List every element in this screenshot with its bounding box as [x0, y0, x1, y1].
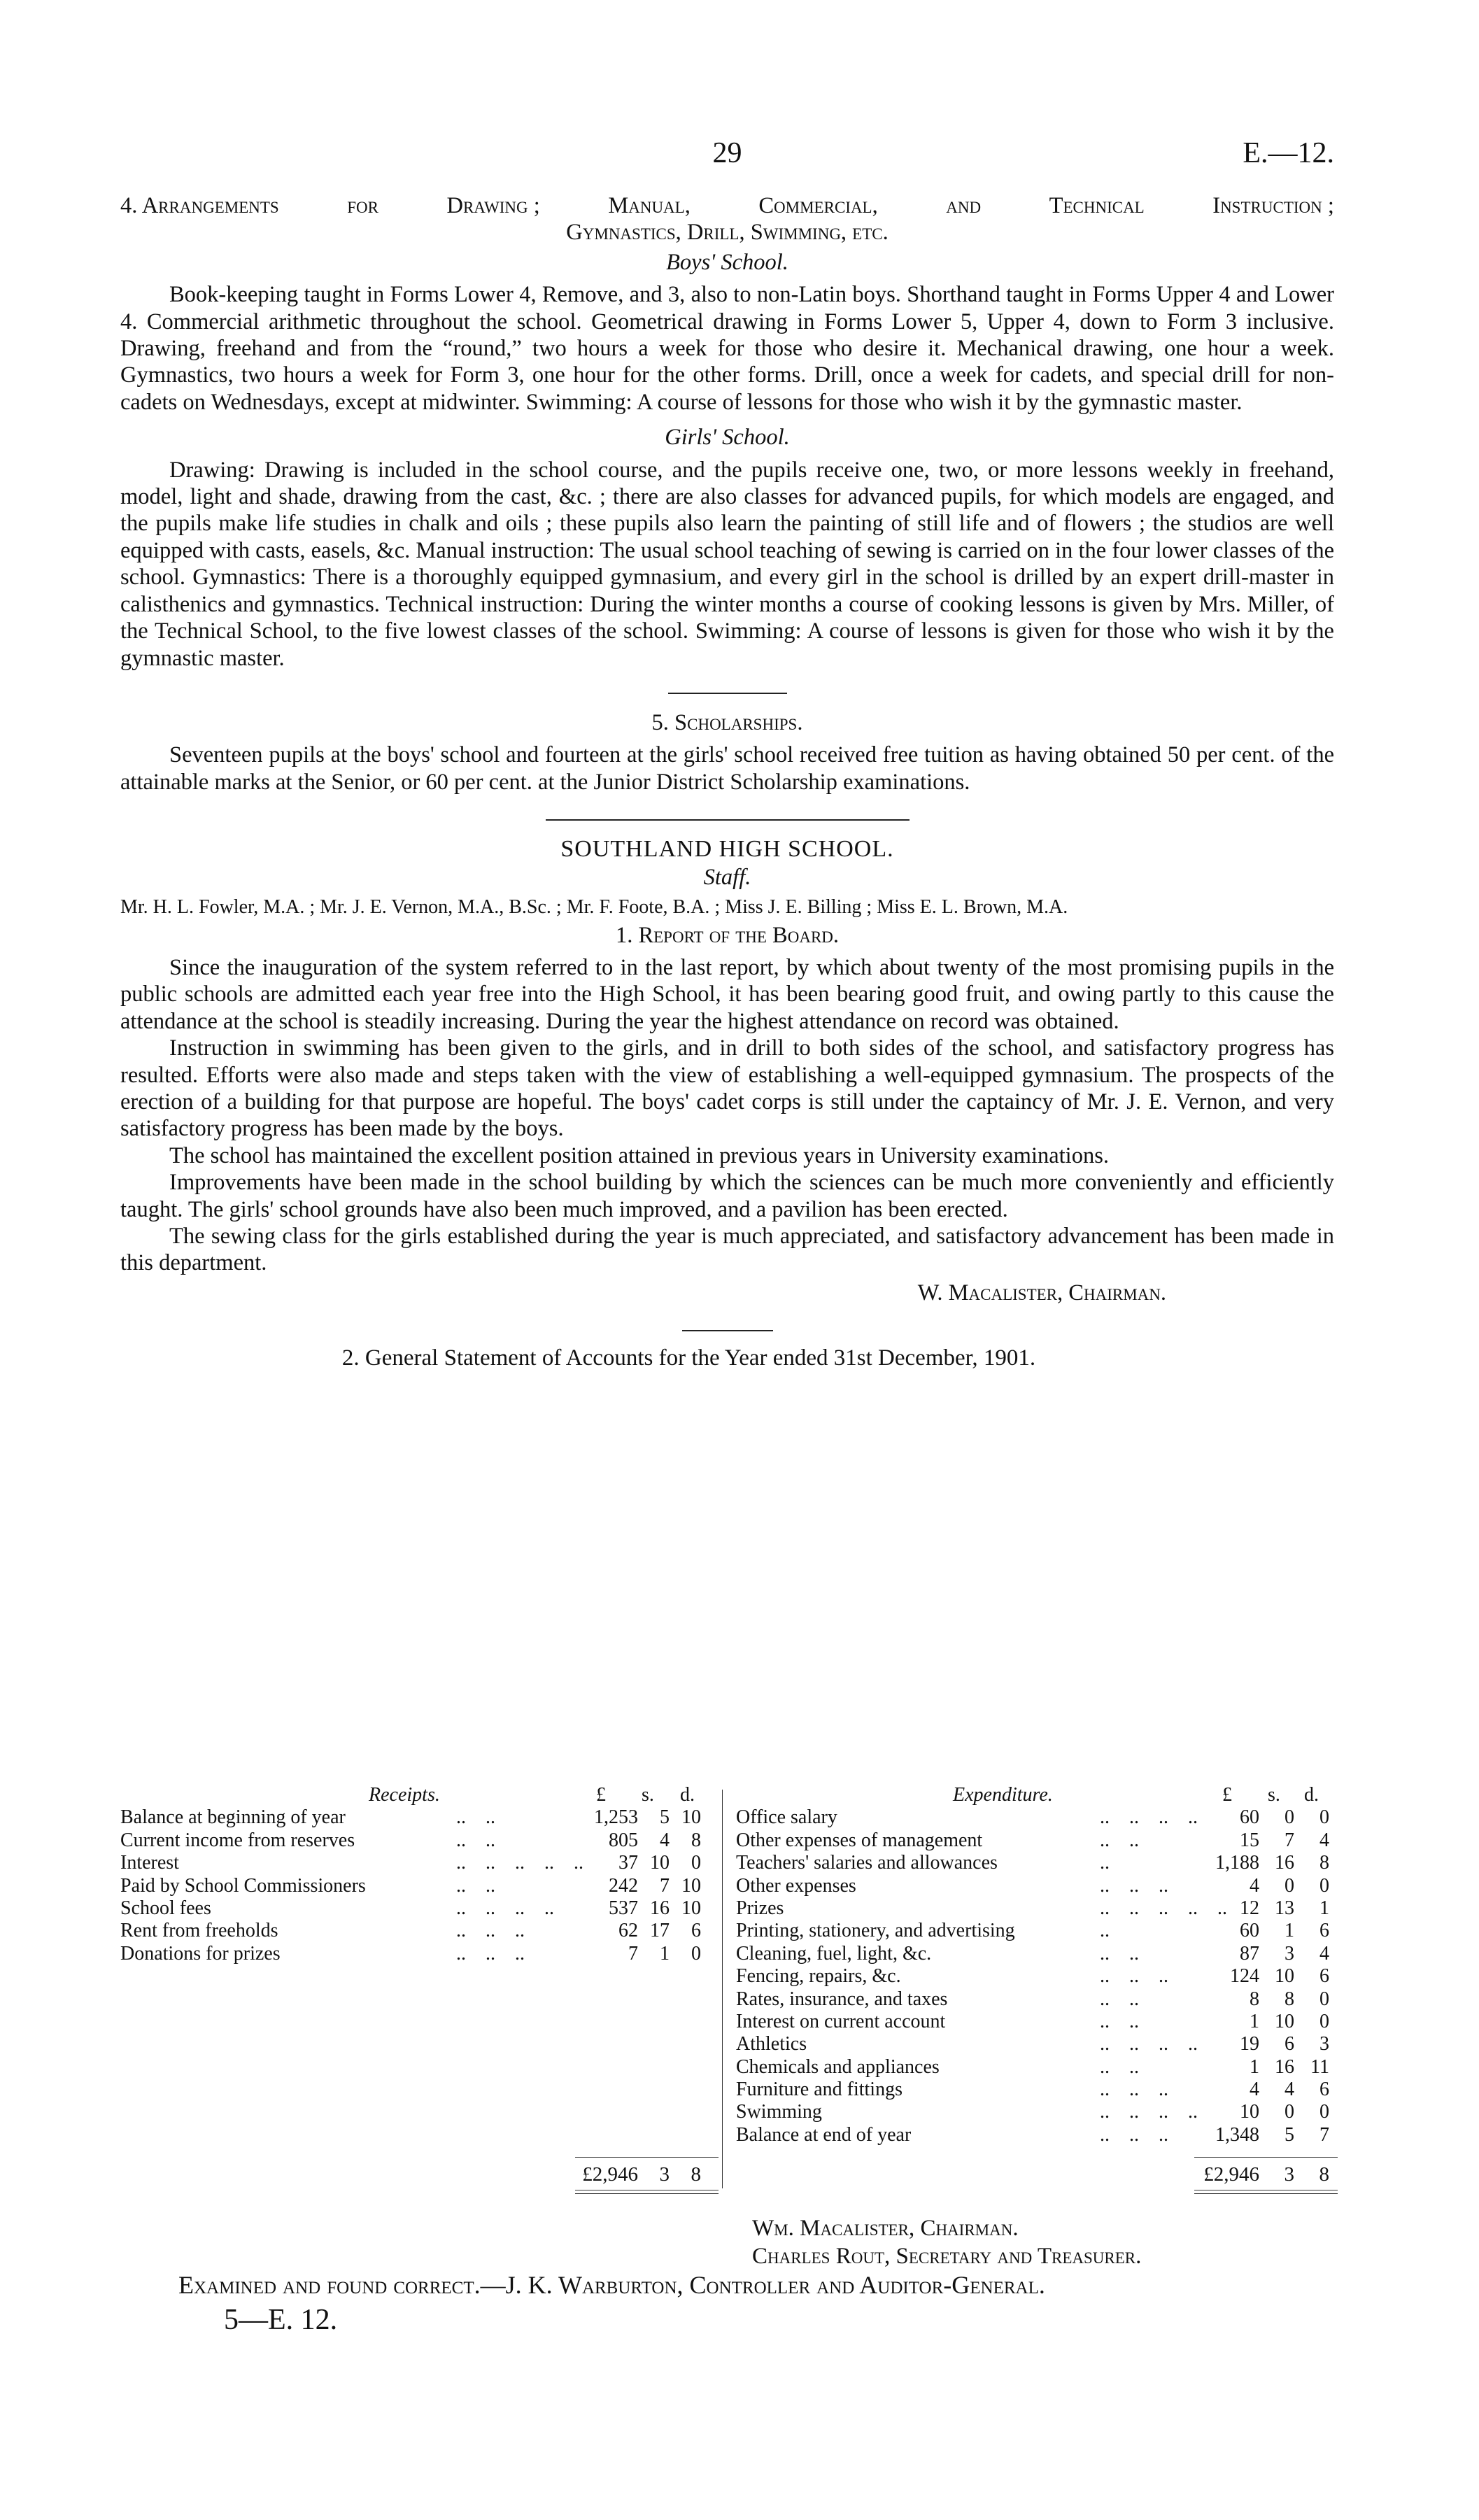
amount-pence: 6 — [691, 1920, 701, 1942]
amount-pounds: 10 — [1240, 2101, 1259, 2123]
pound-header: £ — [596, 1784, 606, 1806]
account-row — [736, 1988, 1334, 2011]
leader-dots: .. .. .. .. — [1100, 2033, 1198, 2055]
amount-pounds: 1,188 — [1215, 1852, 1259, 1874]
expenditure-column — [736, 1784, 1334, 2146]
amount-pounds: 62 — [618, 1920, 638, 1942]
account-amount — [1189, 1943, 1329, 1965]
amount-pence: 8 — [1319, 1852, 1329, 1874]
account-amount — [1189, 1852, 1329, 1874]
amount-pounds: 537 — [609, 1897, 638, 1919]
amount-pence: 0 — [1319, 1988, 1329, 2010]
amount-shillings: 7 — [660, 1874, 670, 1897]
receipts-total-shillings: 3 — [659, 2163, 670, 2186]
account-label: Prizes — [736, 1897, 784, 1919]
leader-dots: .. .. — [1100, 1988, 1139, 2010]
amount-pence: 4 — [1319, 1829, 1329, 1851]
pence-header: d. — [680, 1784, 695, 1806]
account-amount — [568, 1897, 701, 1920]
account-row — [736, 1897, 1334, 1920]
account-row — [736, 1806, 1334, 1829]
account-amount — [1189, 1920, 1329, 1942]
leader-dots: .. .. .. — [1100, 2123, 1168, 2146]
account-label: Donations for prizes — [120, 1942, 281, 1965]
amount-shillings: 0 — [1285, 1874, 1294, 1897]
amount-pounds: 1 — [1250, 2010, 1259, 2032]
amount-pence: 0 — [1319, 2101, 1329, 2123]
account-row — [120, 1806, 715, 1829]
receipts-total-pence: 8 — [691, 2163, 701, 2186]
leader-dots: .. .. .. — [1100, 2079, 1168, 2101]
account-label: Chemicals and appliances — [736, 2055, 940, 2078]
account-amount — [1189, 1875, 1329, 1897]
heading-word: Instruction ; — [1212, 193, 1334, 218]
account-label: Balance at end of year — [736, 2123, 912, 2146]
amount-shillings: 10 — [1275, 1965, 1294, 1988]
account-label: Swimming — [736, 2101, 822, 2123]
auditor-statement: Examined and found correct.—J. K. Warburton, Controller and Auditor-General. — [178, 2271, 1045, 2299]
leader-dots: .. .. — [1100, 1829, 1139, 1851]
expenditure-header: Expenditure. — [953, 1784, 1053, 1806]
account-row — [736, 2124, 1334, 2146]
girls-school-title: Girls' School. — [665, 425, 790, 451]
amount-shillings: 0 — [1285, 1806, 1294, 1829]
account-row — [120, 1852, 715, 1874]
amount-pounds: 124 — [1230, 1965, 1259, 1988]
amount-pence: 6 — [1319, 2079, 1329, 2101]
boys-school-text: Book-keeping taught in Forms Lower 4, Remove, and 3, also to non-Latin boys. Shorthand taught in Forms Upper 4 and Lower 4. Commercial arithmetic throughout the school. Geometrical drawing in Forms Lower 5, Upper 4, down to Form 3 inclusive. Drawing, freehand and from the “round,” two hours a week for those who desire it. Mechanical drawing, one hour a week. Gymnastics, two hours a week for Form 3, one hour for the other forms. Drill, once a week for cadets, and special drill for non-cadets on Wednesdays, except at midwinter. Swimming: A course of lessons for those who wish it by the gymnastic master. — [120, 282, 1334, 415]
amount-pounds: 19 — [1240, 2033, 1259, 2055]
girls-school-text: Drawing: Drawing is included in the school course, and the pupils receive one, two, or more lessons weekly in freehand, model, light and shade, drawing from the cast, &c. ; there are also classes for advanced pupils, for which models are engaged, and the pupils make life studies in chalk and oils ; these pupils also learn the painting of still life and of flowers ; the studios are well equipped with casts, easels, &c. Manual instruction: The usual school teaching of sewing is carried on in the four lower classes of the school. Gymnastics: There is a thoroughly equipped gymnasium, and every girl in the school is drilled by an expert drill-master in calisthenics and gymnastics. Technical instruction: During the winter months a course of cooking lessons is given by Mrs. Miller, of the Technical School, to the five lowest classes of the school. Swimming: A course of lessons is given for those who wish it by the gymnastic master. — [120, 457, 1334, 671]
amount-pounds: 87 — [1240, 1942, 1259, 1965]
expenditure-total — [1189, 2163, 1329, 2186]
report-heading: 1. Report of the Board. — [615, 922, 840, 948]
footer-reference: 5—E. 12. — [224, 2304, 338, 2336]
amount-pounds: 1,253 — [594, 1806, 638, 1829]
account-label: Current income from reserves — [120, 1829, 355, 1851]
column-divider — [722, 1790, 723, 2188]
account-amount — [568, 1829, 701, 1852]
account-amount — [568, 1852, 701, 1874]
document-reference: E.—12. — [1243, 137, 1334, 169]
section-4-heading-line2: Gymnastics, Drill, Swimming, etc. — [566, 220, 889, 246]
amount-shillings: 10 — [1275, 2010, 1294, 2032]
amount-pounds: 12 — [1240, 1897, 1259, 1919]
amount-pounds: 4 — [1250, 2079, 1259, 2101]
leader-dots: .. .. — [456, 1829, 495, 1851]
account-label: Other expenses of management — [736, 1829, 983, 1851]
account-amount — [1189, 2033, 1329, 2055]
account-label: Athletics — [736, 2033, 807, 2055]
amount-shillings: 4 — [1285, 2079, 1294, 2101]
divider — [682, 1330, 773, 1331]
amount-pounds: 805 — [609, 1829, 638, 1851]
heading-word: Drawing ; — [446, 193, 540, 218]
treasurer-signature-secretary: Charles Rout, Secretary and Treasurer. — [752, 2244, 1142, 2269]
account-amount — [568, 1943, 701, 1965]
amount-pounds: 60 — [1240, 1806, 1259, 1829]
pound-header: £ — [1222, 1784, 1232, 1806]
heading-word: for — [347, 193, 378, 218]
report-paragraph: Since the inauguration of the system referred to in the last report, by which about twenty of the most promising pupils in the public schools are admitted each year free into the High School, it has been bearing good fruit, and owing partly to this cause the attendance at the school is steadily increasing. During the year the highest attendance on record was obtained. — [120, 954, 1334, 1034]
accounts-table — [120, 1784, 1334, 2204]
amount-shillings: 13 — [1275, 1897, 1294, 1919]
account-label: Balance at beginning of year — [120, 1806, 346, 1829]
leader-dots: .. .. — [456, 1806, 495, 1829]
amount-shillings: 16 — [1275, 2055, 1294, 2078]
document-page — [120, 136, 1334, 1381]
amount-shillings: 7 — [1285, 1829, 1294, 1851]
receipts-total-double-rule — [575, 2190, 719, 2194]
amount-pounds: 4 — [1250, 1874, 1259, 1897]
amount-pounds: 1 — [1250, 2055, 1259, 2078]
amount-pence: 0 — [691, 1852, 701, 1874]
report-paragraph: Improvements have been made in the school building by which the sciences can be much more conveniently and efficiently taught. The girls' school grounds have also been much improved, and a pavilion has been erected. — [120, 1170, 1334, 1222]
account-label: Fencing, repairs, &c. — [736, 1965, 901, 1988]
expenditure-rows — [736, 1806, 1334, 2146]
account-label: Furniture and fittings — [736, 2079, 903, 2101]
account-amount — [1189, 2056, 1329, 2079]
school-title: SOUTHLAND HIGH SCHOOL. — [560, 836, 894, 863]
account-label: Cleaning, fuel, light, &c. — [736, 1942, 932, 1965]
leader-dots: .. .. — [1100, 2010, 1139, 2032]
heading-word: Technical — [1049, 193, 1145, 218]
account-row — [120, 1875, 715, 1897]
divider — [546, 819, 910, 821]
amount-pence: 0 — [691, 1942, 701, 1965]
account-row — [736, 2033, 1334, 2055]
amount-shillings: 10 — [650, 1852, 670, 1874]
amount-pence: 10 — [681, 1874, 701, 1897]
amount-pence: 1 — [1319, 1897, 1329, 1919]
amount-pounds: 1,348 — [1215, 2123, 1259, 2146]
boys-school-title: Boys' School. — [666, 249, 788, 275]
account-label: School fees — [120, 1897, 211, 1919]
leader-dots: .. .. .. .. — [1100, 2101, 1198, 2123]
leader-dots: .. .. .. .. — [456, 1897, 554, 1919]
amount-pence: 8 — [691, 1829, 701, 1851]
leader-dots: .. — [1100, 1920, 1110, 1942]
amount-pounds: 37 — [618, 1852, 638, 1874]
page-number: 29 — [712, 137, 742, 169]
account-row — [736, 1852, 1334, 1874]
staff-title: Staff. — [703, 865, 751, 891]
account-row — [736, 2056, 1334, 2079]
amount-pence: 0 — [1319, 1874, 1329, 1897]
amount-pounds: 15 — [1240, 1829, 1259, 1851]
staff-list: Mr. H. L. Fowler, M.A. ; Mr. J. E. Vernon, M.A., B.Sc. ; Mr. F. Foote, B.A. ; Miss J. E. Billing ; Miss E. L. Brown, M.A. — [120, 896, 1068, 918]
account-label: Rates, insurance, and taxes — [736, 1988, 948, 2010]
account-label: Other expenses — [736, 1874, 856, 1897]
account-amount — [1189, 1988, 1329, 2011]
divider — [668, 693, 787, 694]
account-row — [736, 2101, 1334, 2123]
amount-pounds: 60 — [1240, 1920, 1259, 1942]
amount-pence: 0 — [1319, 1806, 1329, 1829]
account-amount — [1189, 2124, 1329, 2146]
leader-dots: .. .. — [456, 1874, 495, 1897]
account-amount — [1189, 1897, 1329, 1920]
amount-shillings: 5 — [660, 1806, 670, 1829]
amount-pence: 3 — [1319, 2033, 1329, 2055]
amount-pence: 11 — [1310, 2055, 1329, 2078]
account-amount — [1189, 1965, 1329, 1988]
account-label: Rent from freeholds — [120, 1920, 278, 1942]
leader-dots: .. .. .. — [456, 1942, 525, 1965]
amount-shillings: 16 — [1275, 1852, 1294, 1874]
amount-shillings: 3 — [1285, 1942, 1294, 1965]
account-row — [120, 1943, 715, 1965]
report-paragraph: The sewing class for the girls established during the year is much appreciated, and satisfactory advancement has been made in this department. — [120, 1224, 1334, 1276]
leader-dots: .. — [1100, 1852, 1110, 1874]
account-amount — [568, 1875, 701, 1897]
accounts-title: 2. General Statement of Accounts for the Year ended 31st December, 1901. — [341, 1345, 1036, 1371]
treasurer-signature-chairman: Wm. Macalister, Chairman. — [752, 2216, 1019, 2241]
account-label: Office salary — [736, 1806, 837, 1829]
account-row — [736, 2011, 1334, 2033]
amount-shillings: 1 — [660, 1942, 670, 1965]
amount-pence: 6 — [1319, 1965, 1329, 1988]
expenditure-total-shillings: 3 — [1284, 2163, 1294, 2186]
receipts-header: Receipts. — [369, 1784, 440, 1806]
heading-word: 4. Arrangements — [120, 193, 279, 218]
shilling-header: s. — [642, 1784, 654, 1806]
receipts-total-pounds: £2,946 — [582, 2163, 638, 2186]
account-row — [736, 1943, 1334, 1965]
amount-pence: 10 — [681, 1806, 701, 1829]
receipts-total-rule — [575, 2157, 719, 2158]
amount-pence: 4 — [1319, 1942, 1329, 1965]
amount-shillings: 0 — [1285, 2101, 1294, 2123]
account-amount — [568, 1920, 701, 1942]
account-row — [120, 1897, 715, 1920]
account-label: Teachers' salaries and allowances — [736, 1852, 998, 1874]
heading-word: and — [946, 193, 982, 218]
account-row — [120, 1829, 715, 1852]
chairman-signature: W. Macalister, Chairman. — [917, 1280, 1166, 1305]
account-label: Interest — [120, 1852, 179, 1874]
receipts-column — [120, 1784, 715, 1965]
shilling-header: s. — [1268, 1784, 1280, 1806]
amount-shillings: 6 — [1285, 2033, 1294, 2055]
amount-shillings: 17 — [650, 1920, 670, 1942]
heading-word: Manual, — [608, 193, 691, 218]
amount-pence: 0 — [1319, 2010, 1329, 2032]
account-row — [736, 2079, 1334, 2101]
account-amount — [1189, 2011, 1329, 2033]
account-row — [736, 1920, 1334, 1942]
account-row — [120, 1920, 715, 1942]
account-row — [736, 1965, 1334, 1988]
receipts-total — [568, 2163, 701, 2186]
amount-shillings: 1 — [1285, 1920, 1294, 1942]
amount-shillings: 4 — [660, 1829, 670, 1851]
pence-header: d. — [1304, 1784, 1319, 1806]
expenditure-total-double-rule — [1194, 2190, 1338, 2194]
expenditure-total-pence: 8 — [1319, 2163, 1329, 2186]
section-5-text: Seventeen pupils at the boys' school and fourteen at the girls' school received free tuition as having obtained 50 per cent. of the attainable marks at the Senior, or 60 per cent. at the Junior District Scholarship examinations. — [120, 742, 1334, 795]
report-paragraph: The school has maintained the excellent position attained in previous years in University examinations. — [169, 1142, 1109, 1168]
amount-pounds: 242 — [609, 1874, 638, 1897]
receipts-rows — [120, 1806, 715, 1965]
amount-pounds: 8 — [1250, 1988, 1259, 2010]
leader-dots: .. .. .. .. .. — [1100, 1897, 1227, 1919]
leader-dots: .. .. — [1100, 1942, 1139, 1965]
account-amount — [1189, 2079, 1329, 2101]
amount-pence: 6 — [1319, 1920, 1329, 1942]
account-amount — [1189, 1806, 1329, 1829]
expenditure-total-pounds: £2,946 — [1203, 2163, 1259, 2186]
section-5-heading: 5. Scholarships. — [651, 709, 803, 735]
account-amount — [1189, 1829, 1329, 1852]
amount-pounds: 7 — [628, 1942, 638, 1965]
account-amount — [1189, 2101, 1329, 2123]
heading-word: Commercial, — [758, 193, 878, 218]
amount-shillings: 5 — [1285, 2123, 1294, 2146]
report-paragraph: Instruction in swimming has been given to the girls, and in drill to both sides of the school, and satisfactory progress has resulted. Efforts were also made and steps taken with the view of establishing a well-equipped gymnasium. The prospects of the erection of a building for that purpose are hopeful. The boys' cadet corps is still under the captaincy of Mr. J. E. Vernon, and very satisfactory progress has been made by the boys. — [120, 1035, 1334, 1142]
leader-dots: .. .. — [1100, 2055, 1139, 2078]
leader-dots: .. .. .. — [1100, 1874, 1168, 1897]
page-header — [120, 136, 1334, 185]
account-row — [736, 1875, 1334, 1897]
account-label: Printing, stationery, and advertising — [736, 1920, 1015, 1942]
leader-dots: .. .. .. — [456, 1920, 525, 1942]
account-label: Paid by School Commissioners — [120, 1874, 366, 1897]
section-4-heading — [120, 192, 1334, 246]
amount-shillings: 16 — [650, 1897, 670, 1919]
account-label: Interest on current account — [736, 2010, 946, 2032]
amount-pence: 10 — [681, 1897, 701, 1919]
amount-pence: 7 — [1319, 2123, 1329, 2146]
amount-shillings: 8 — [1285, 1988, 1294, 2010]
account-row — [736, 1829, 1334, 1852]
expenditure-total-rule — [1194, 2157, 1338, 2158]
leader-dots: .. .. .. .. — [1100, 1806, 1198, 1829]
account-amount — [568, 1806, 701, 1829]
leader-dots: .. .. .. .. .. — [456, 1852, 583, 1874]
leader-dots: .. .. .. — [1100, 1965, 1168, 1988]
